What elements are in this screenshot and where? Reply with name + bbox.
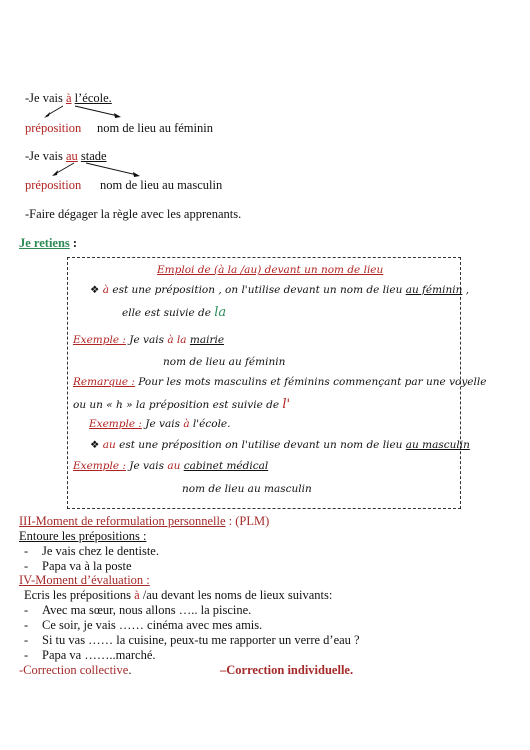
word-a: à: [102, 284, 110, 296]
text: Ecris les prépositions: [24, 588, 135, 602]
eval-heading: IV-Moment d’évaluation :: [19, 573, 150, 587]
word-au: au: [102, 439, 116, 451]
text: -Je vais: [25, 91, 66, 105]
list-item: [24, 603, 251, 618]
label-noun-2: nom de lieu au masculin: [100, 178, 223, 192]
dot: .: [128, 663, 132, 677]
dash: -: [24, 618, 29, 632]
preposition-au: au: [65, 149, 78, 163]
heading-text: III-Moment de reformulation personnelle: [19, 514, 226, 528]
text: est une préposition , on l'utilise devant un nom de lieu: [109, 284, 406, 296]
text: Je vais: [125, 460, 168, 472]
text: -Correction collective: [19, 663, 129, 677]
item-text: Papa va à la poste: [42, 559, 132, 573]
preposition-a: à: [65, 91, 72, 105]
word-au: au: [167, 460, 181, 472]
list-item: [24, 559, 132, 574]
text: /au devant les noms de lieux suivants:: [139, 588, 333, 602]
place-cabinet: cabinet médical: [183, 460, 269, 472]
correction-collective: [19, 663, 131, 678]
item-text: Si tu vas …… la cuisine, peux-tu me rapporter un verre d’eau ?: [42, 633, 360, 647]
au-feminin: au féminin: [405, 284, 463, 296]
item-text: Ce soir, je vais …… cinéma avec mes amis.: [42, 618, 263, 632]
je-retiens-heading: [19, 236, 77, 251]
place-ecole: l’école.: [74, 91, 112, 105]
example-line-1: [25, 91, 112, 106]
text: Pour les mots masculins et féminins commençant par une voyelle: [134, 376, 487, 388]
example-line-2: [25, 149, 107, 164]
example-1-note: nom de lieu au féminin: [163, 356, 286, 368]
word-a: à: [134, 588, 140, 602]
colon: :: [69, 236, 78, 250]
list-item: [24, 648, 156, 663]
heading-tail: : (PLM): [225, 514, 270, 528]
plm-heading: [19, 514, 269, 529]
item-text: Papa va ……..marché.: [42, 648, 156, 662]
label-preposition: préposition: [25, 178, 82, 192]
eval-instruction: [24, 588, 332, 603]
diamond-bullet-icon: ❖: [90, 284, 100, 296]
text: Je vais: [141, 418, 184, 430]
exemple-label: Exemple :: [73, 334, 126, 346]
place-stade: stade: [80, 149, 107, 163]
rule-title: Emploi de (à la /au) devant un nom de lieu: [157, 264, 384, 276]
rule-bullet-1: [90, 284, 469, 296]
text: elle est suivie de: [122, 307, 215, 319]
rule-bullet-2: [90, 439, 470, 451]
exemple-label: Exemple :: [89, 418, 142, 430]
au-masculin: au masculin: [405, 439, 470, 451]
item-text: Je vais chez le dentiste.: [42, 544, 159, 558]
label-noun-1: nom de lieu au féminin: [97, 121, 213, 135]
rule-instruction: -Faire dégager la règle avec les apprenants.: [25, 207, 242, 221]
text: -Je vais: [25, 149, 66, 163]
heading-text: Je retiens: [19, 236, 70, 250]
example-1: [73, 334, 224, 346]
word-a: à: [183, 418, 190, 430]
dash: -: [24, 603, 29, 617]
word-la: la: [214, 305, 227, 320]
label-preposition: préposition: [25, 121, 82, 135]
dash: -: [24, 559, 29, 573]
dash: -: [24, 633, 29, 647]
place-mairie: mairie: [189, 334, 225, 346]
list-item: [24, 544, 159, 559]
words-a-la: à la: [167, 334, 187, 346]
remarque-label: Remarque :: [73, 376, 135, 388]
rule-bullet-1-line2: [122, 305, 226, 320]
word-l: l': [282, 397, 291, 412]
label-row-1: [25, 121, 81, 136]
example-3-note: nom de lieu au masculin: [182, 483, 312, 495]
label-row-2: [25, 178, 81, 193]
remarque: [73, 376, 486, 388]
remarque-line2: [73, 397, 290, 412]
list-item: [24, 618, 262, 633]
plm-instruction: Entoure les prépositions :: [19, 529, 147, 543]
diamond-bullet-icon: ❖: [90, 439, 100, 451]
text: est une préposition on l'utilise devant un nom de lieu: [115, 439, 406, 451]
correction-individuelle: –Correction individuelle.: [220, 663, 354, 677]
example-3: [73, 460, 268, 472]
exemple-label: Exemple :: [73, 460, 126, 472]
list-item: [24, 633, 360, 648]
text: ,: [462, 284, 470, 296]
place-ecole: l'école.: [189, 418, 231, 430]
example-2: [89, 418, 231, 430]
text: ou un « h » la préposition est suivie de: [73, 399, 283, 411]
dash: -: [24, 544, 29, 558]
text: Je vais: [125, 334, 168, 346]
item-text: Avec ma sœur, nous allons ….. la piscine.: [42, 603, 252, 617]
dash: -: [24, 648, 29, 662]
